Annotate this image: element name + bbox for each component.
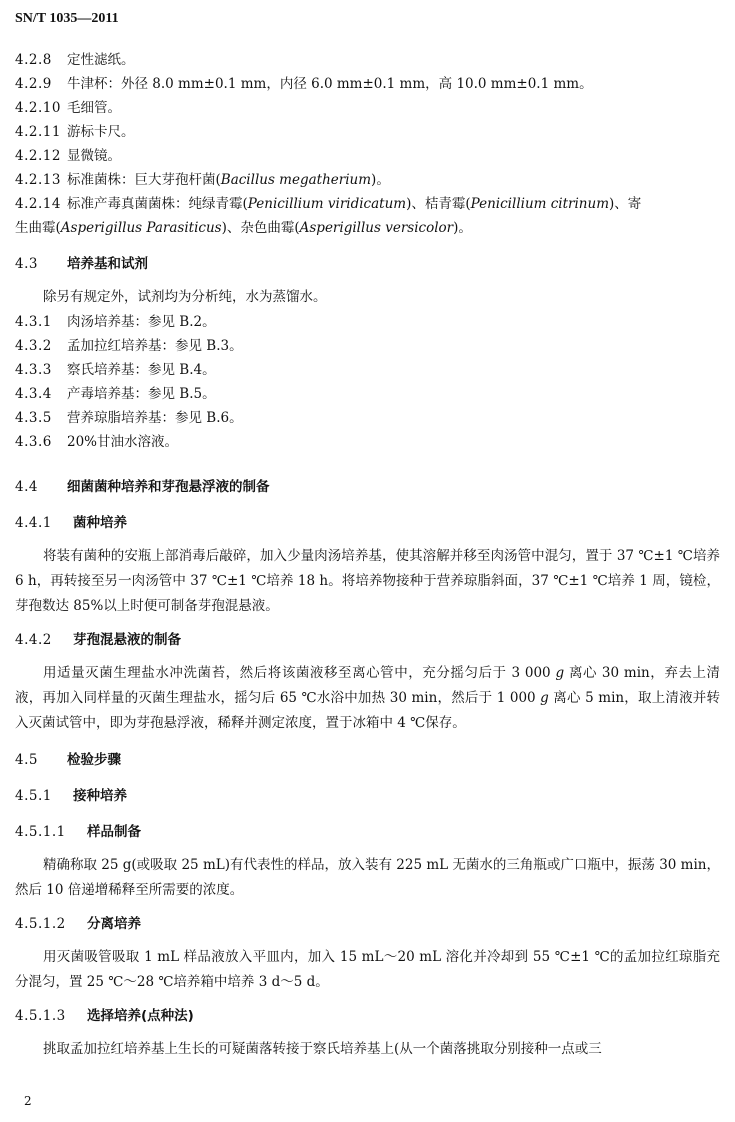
list-item: 4.2.12 显微镜。 — [15, 148, 121, 164]
list-item: 4.2.10 毛细管。 — [15, 100, 121, 116]
items-4-2 — [15, 48, 720, 240]
paragraph: 精确称取 25 g(或吸取 25 mL)有代表性的样品，放入装有 225 mL 无菌水的三角瓶或广口瓶中，振荡 30 min，然后 10 倍递增稀释至所需要的浓度。 — [15, 857, 720, 898]
list-item: 4.2.9 牛津杯：外径 8.0 mm±0.1 mm，内径 6.0 mm±0.1 mm，高 10.0 mm±0.1 mm。 — [15, 76, 593, 92]
section-heading-4-4: 4.4 细菌菌种培养和芽孢悬浮液的制备 — [15, 479, 270, 495]
list-item: 4.3.6 20%甘油水溶液。 — [15, 434, 179, 450]
section-heading-4-4-1: 4.4.1 菌种培养 — [15, 515, 127, 531]
paragraph: 除另有规定外，试剂均为分析纯，水为蒸馏水。 — [43, 289, 327, 305]
list-item: 4.3.2 孟加拉红培养基：参见 B.3。 — [15, 338, 243, 354]
list-item: 4.2.8 定性滤纸。 — [15, 52, 135, 68]
section-heading-4-3: 4.3 培养基和试剂 — [15, 256, 148, 272]
section-heading-4-5-1: 4.5.1 接种培养 — [15, 788, 127, 804]
list-item: 4.3.4 产毒培养基：参见 B.5。 — [15, 386, 216, 402]
items-4-3 — [15, 310, 720, 454]
paragraph: 用灭菌吸管吸取 1 mL 样品液放入平皿内，加入 15 mL～20 mL 溶化并冷却到 55 ℃±1 ℃的孟加拉红琼脂充分混匀，置 25 ℃～28 ℃培养箱中培养 3 d～5 d。 — [15, 949, 720, 990]
list-item: 4.3.3 察氏培养基：参见 B.4。 — [15, 362, 216, 378]
section-heading-4-5-1-2: 4.5.1.2 分离培养 — [15, 916, 141, 932]
page-number: 2 — [24, 1094, 32, 1108]
list-item: 4.2.14 标准产毒真菌菌株：纯绿青霉(Penicillium viridicatum)、桔青霉(Penicillium citrinum)、寄 — [15, 196, 642, 212]
section-heading-4-5-1-1: 4.5.1.1 样品制备 — [15, 824, 141, 840]
paragraph: 挑取孟加拉红培养基上生长的可疑菌落转接于察氏培养基上(从一个菌落挑取分别接种一点或三 — [43, 1041, 602, 1057]
paragraph: 将装有菌种的安瓶上部消毒后敲碎，加入少量肉汤培养基，使其溶解并移至肉汤管中混匀，置于 37 ℃±1 ℃培养 6 h，再转接至另一肉汤管中 37 ℃±1 ℃培养 18 h。将培养物接种于营养琼脂斜面，37 ℃±1 ℃培养 1 周，镜检，芽孢数达 85%以上时便可制备芽孢混悬液。 — [15, 548, 720, 614]
section-heading-4-5-1-3: 4.5.1.3 选择培养(点种法) — [15, 1008, 194, 1024]
list-item: 4.3.1 肉汤培养基：参见 B.2。 — [15, 314, 216, 330]
list-item: 4.2.11 游标卡尺。 — [15, 124, 135, 140]
list-item: 4.3.5 营养琼脂培养基：参见 B.6。 — [15, 410, 243, 426]
standard-code-header: SN/T 1035—2011 — [15, 11, 119, 26]
list-item-continuation: 生曲霉(Asperigillus Parasiticus)、杂色曲霉(Asperigillus versicolor)。 — [15, 220, 472, 236]
paragraph: 用适量灭菌生理盐水冲洗菌苔，然后将该菌液移至离心管中，充分摇匀后于 3 000 g 离心 30 min，弃去上清液，再加入同样量的灭菌生理盐水，摇匀后 65 ℃水浴中加热 30 min，然后于 1 000 g 离心 5 min，取上清液并转入灭菌试管中，即为芽孢悬浮液，稀释并测定浓度，置于冰箱中 4 ℃保存。 — [15, 665, 720, 731]
list-item: 4.2.13 标准菌株：巨大芽孢杆菌(Bacillus megatherium)。 — [15, 172, 390, 188]
section-heading-4-5: 4.5 检验步骤 — [15, 752, 121, 768]
document-page — [15, 10, 720, 1110]
section-heading-4-4-2: 4.4.2 芽孢混悬液的制备 — [15, 632, 181, 648]
